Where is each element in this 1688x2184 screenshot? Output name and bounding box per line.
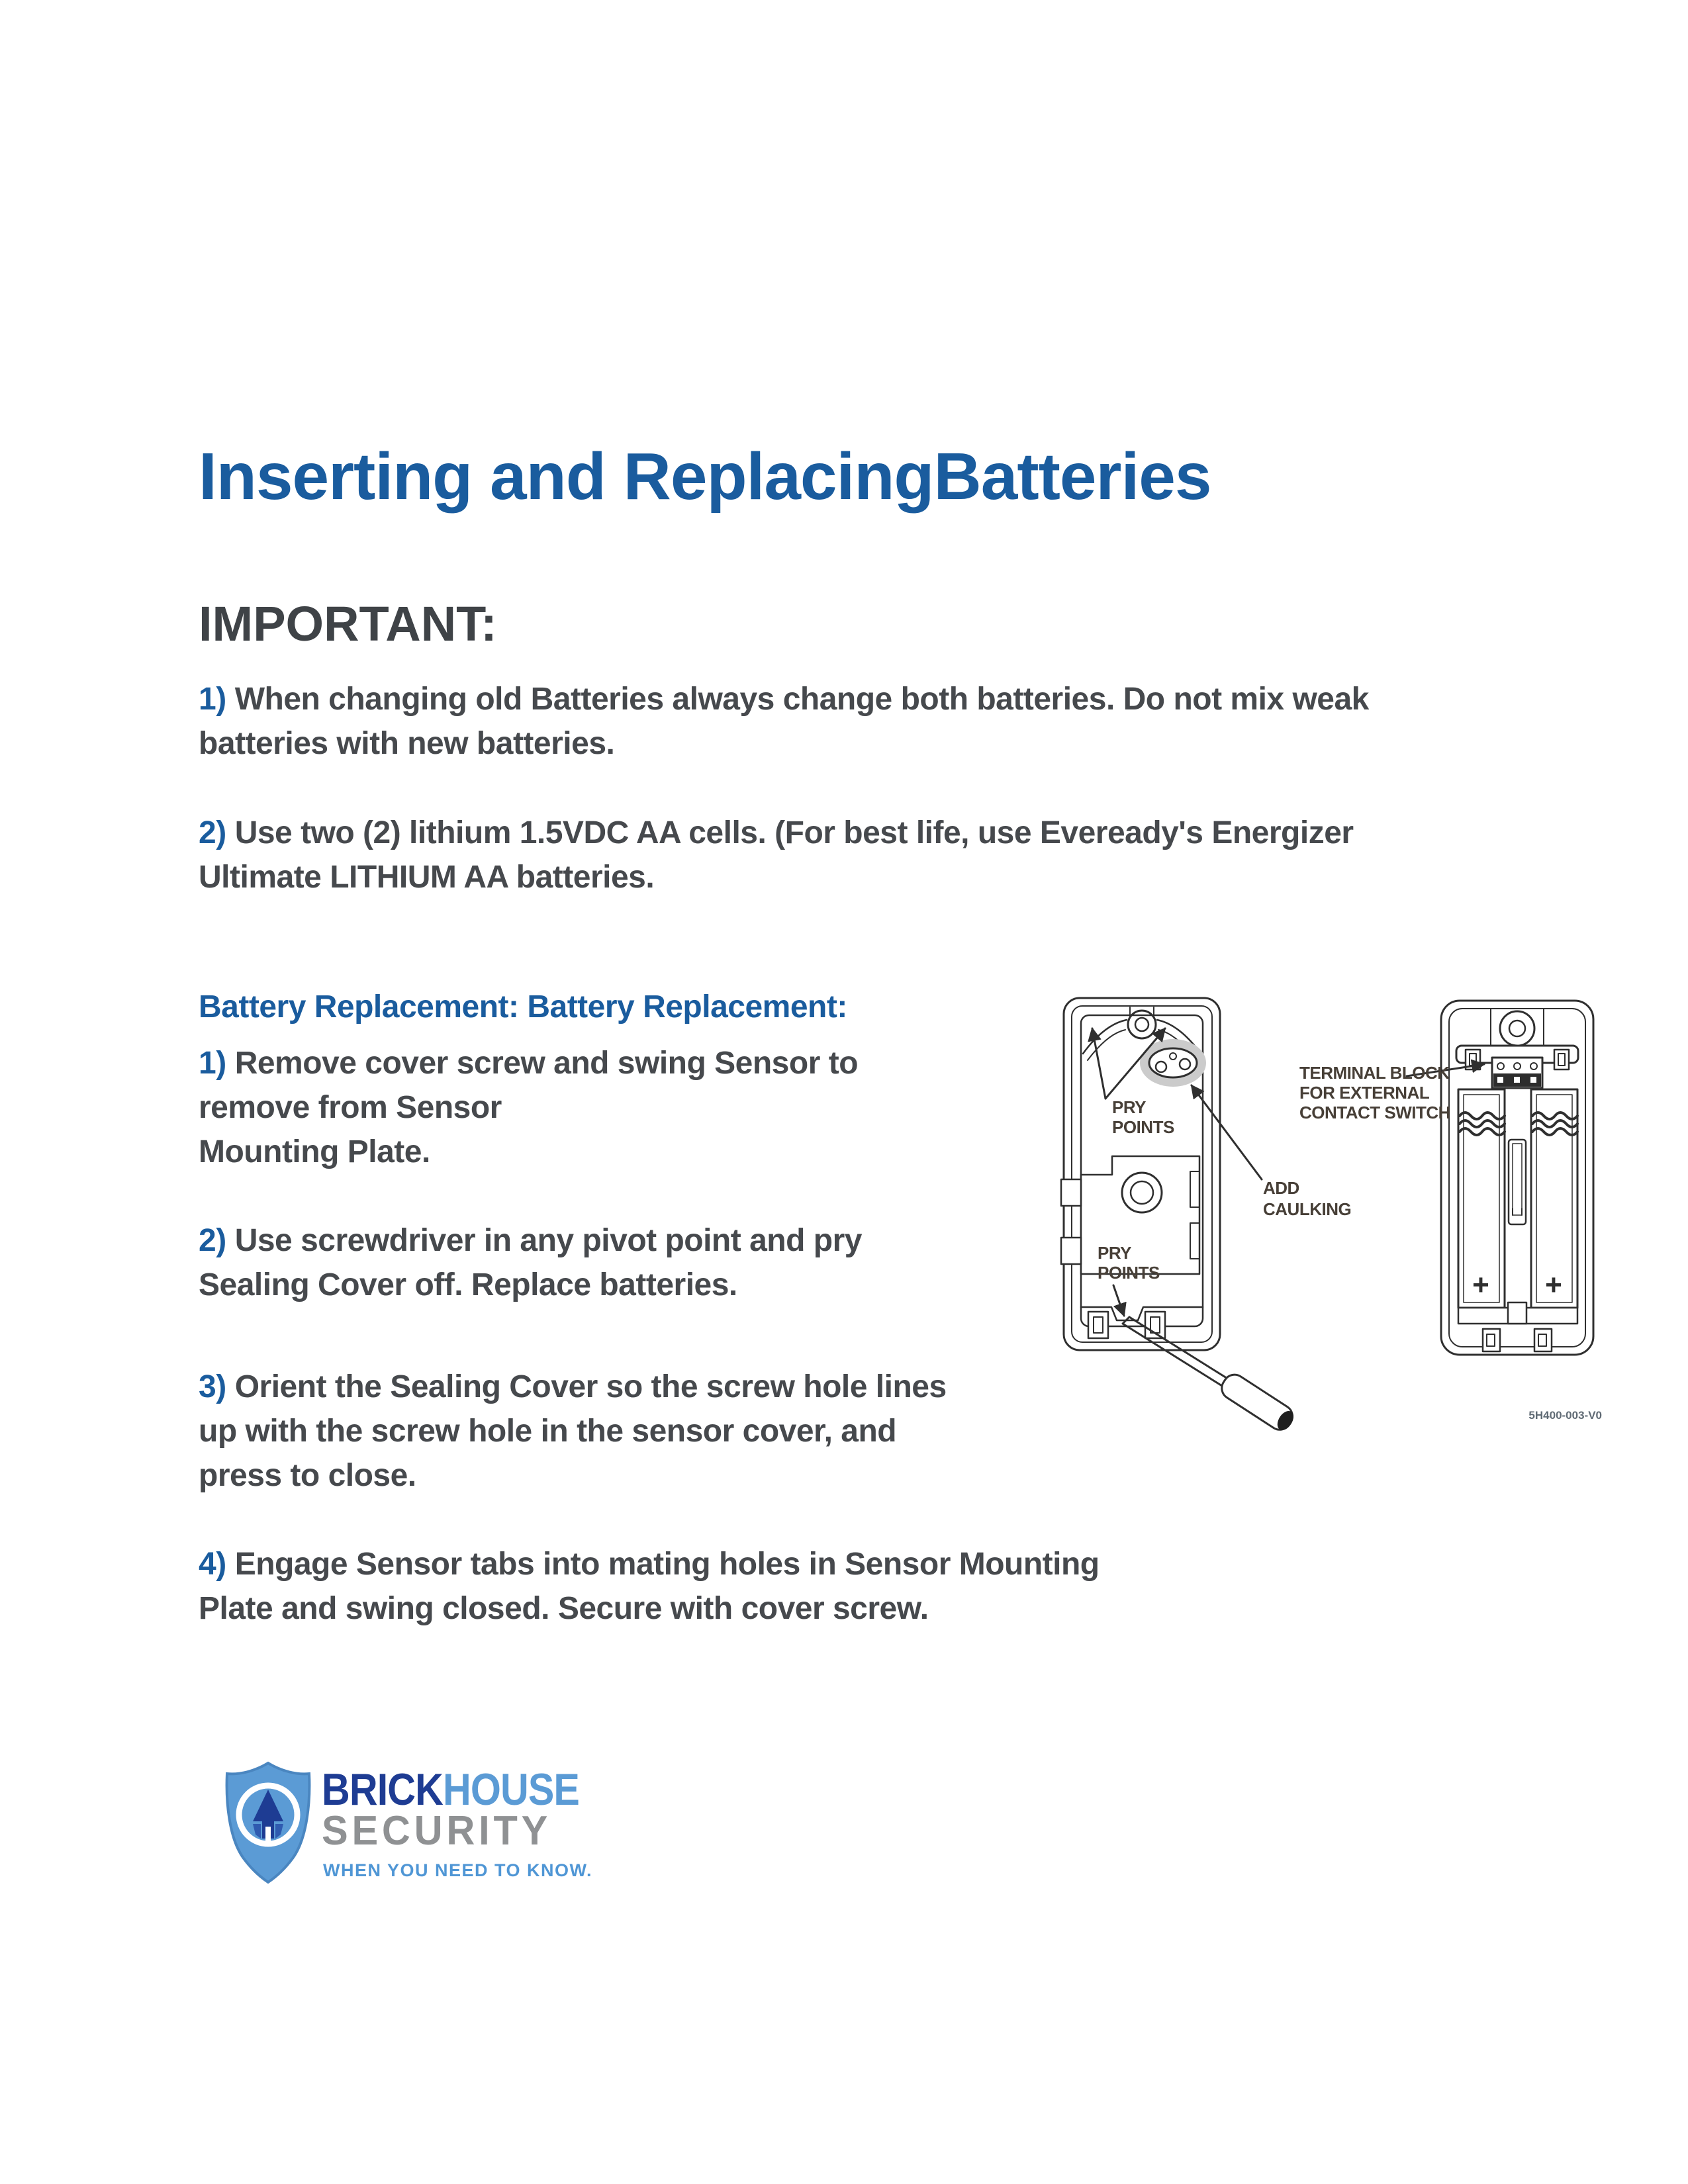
text-line — [199, 1409, 947, 1453]
text: Ultimate LITHIUM AA batteries. — [199, 860, 655, 895]
sensor-interior-drawing — [1061, 998, 1298, 1435]
text: Use screwdriver in any pivot point and pry — [234, 1223, 862, 1258]
item-number: 1) — [199, 682, 226, 717]
logo-house: HOUSE — [442, 1764, 580, 1815]
text-line — [199, 1085, 858, 1130]
text-line — [199, 1365, 947, 1409]
logo-tagline: WHEN YOU NEED TO KNOW. — [323, 1860, 593, 1880]
text: press to close. — [199, 1458, 416, 1493]
text-line — [199, 677, 1369, 721]
battery-replacement-diagram — [1019, 946, 1628, 1489]
diagram-part-number: 5H400-003-V0 — [1528, 1409, 1602, 1422]
terminal-block-label-3: CONTACT SWITCH — [1299, 1103, 1450, 1122]
section-heading: Battery Replacement: Battery Replacement: — [199, 989, 847, 1024]
item-number: 2) — [199, 1223, 226, 1258]
page-title: Inserting and ReplacingBatteries — [199, 439, 1211, 514]
shield-icon — [224, 1760, 312, 1885]
text-line — [199, 721, 1369, 766]
pry-arrow-left — [1092, 1028, 1105, 1099]
step-4 — [199, 1542, 1100, 1631]
text: up with the screw hole in the sensor cover, and — [199, 1414, 897, 1449]
pry-points-label-bottom-2: POINTS — [1098, 1263, 1160, 1283]
pry-points-label-top-2: POINTS — [1112, 1117, 1174, 1137]
text-line — [199, 1453, 947, 1498]
item-number: 3) — [199, 1369, 226, 1404]
text: remove from Sensor — [199, 1090, 502, 1125]
logo-brick: BRICK — [322, 1764, 443, 1815]
logo-security: SECURITY — [322, 1808, 552, 1854]
item-number: 4) — [199, 1547, 226, 1582]
important-heading: IMPORTANT: — [199, 596, 497, 652]
text: Plate and swing closed. Secure with cover screw. — [199, 1591, 929, 1626]
cover-screw-hole-2 — [1500, 1011, 1534, 1046]
diagram-svg — [1019, 946, 1628, 1489]
text: When changing old Batteries always change both batteries. Do not mix weak — [234, 682, 1369, 717]
item-number: 2) — [199, 815, 226, 850]
text-line — [199, 855, 1354, 899]
text-line — [199, 1218, 862, 1263]
add-caulking-label: ADD — [1263, 1178, 1299, 1198]
text: Mounting Plate. — [199, 1134, 430, 1169]
text-line — [199, 1586, 1100, 1631]
logo-brand — [322, 1764, 580, 1815]
text: Engage Sensor tabs into mating holes in Sensor Mounting — [234, 1547, 1100, 1582]
add-caulking-label-2: CAULKING — [1263, 1199, 1352, 1219]
battery-plus-right: + — [1545, 1269, 1562, 1301]
text: batteries with new batteries. — [199, 726, 615, 761]
logo-text — [322, 1758, 639, 1923]
pry-notch-left — [1083, 1020, 1127, 1054]
terminal-block-label: TERMINAL BLOCK — [1299, 1063, 1450, 1083]
text: Orient the Sealing Cover so the screw hole lines — [234, 1369, 947, 1404]
terminal-block-label-2: FOR EXTERNAL — [1299, 1083, 1430, 1103]
text-line — [199, 1263, 862, 1307]
text-line — [199, 811, 1354, 855]
battery-compartment-drawing — [1407, 1001, 1593, 1355]
text: Remove cover screw and swing Sensor to — [234, 1046, 859, 1081]
text-line — [199, 1542, 1100, 1586]
text: Use two (2) lithium 1.5VDC AA cells. (For best life, use Eveready's Energizer — [234, 815, 1354, 850]
brickhouse-logo — [224, 1758, 647, 1923]
item-number: 1) — [199, 1046, 226, 1081]
battery-plus-left: + — [1472, 1269, 1489, 1301]
terminal-block — [1492, 1058, 1542, 1088]
pry-arrow-bottom — [1113, 1285, 1124, 1316]
intro-paragraph-2 — [199, 811, 1354, 899]
step-3 — [199, 1365, 947, 1498]
pry-points-label-top: PRY — [1112, 1097, 1146, 1117]
step-1 — [199, 1041, 858, 1174]
text-line — [199, 1130, 858, 1174]
step-2 — [199, 1218, 862, 1307]
text-line — [199, 1041, 858, 1085]
intro-paragraph-1 — [199, 677, 1369, 766]
pry-points-label-bottom: PRY — [1098, 1243, 1131, 1263]
text: Sealing Cover off. Replace batteries. — [199, 1267, 737, 1302]
